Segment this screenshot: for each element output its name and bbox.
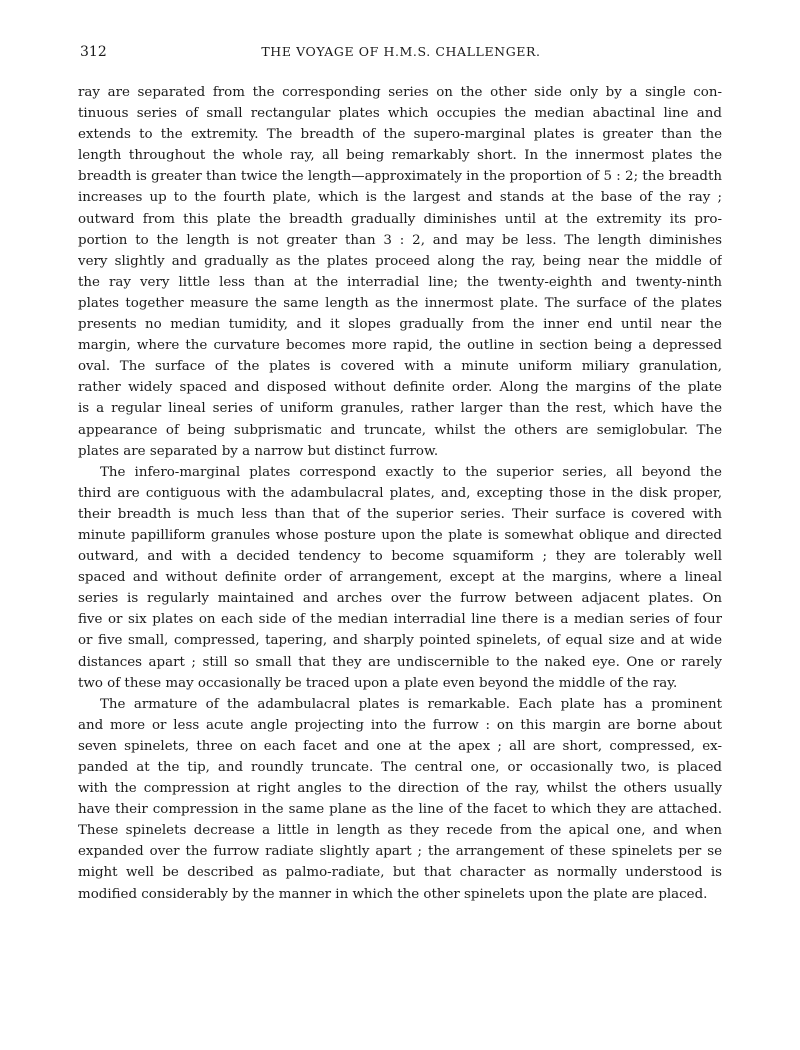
paragraph: [78, 694, 722, 905]
text-line: tinuous series of small rectangular plates which occupies the median abactinal line and: [78, 106, 722, 122]
page-number: 312: [80, 44, 107, 60]
page-header: [80, 44, 722, 68]
text-line: five or six plates on each side of the median interradial line there is a median series of four: [78, 612, 722, 628]
text-line: plates together measure the same length as the innermost plate. The surface of the plates: [78, 295, 722, 311]
text-line: is a regular lineal series of uniform granules, rather larger than the rest, which have the: [78, 401, 722, 417]
text-line: two of these may occasionally be traced upon a plate even beyond the middle of the ray.: [78, 675, 678, 691]
text-line: modified considerably by the manner in which the other spinelets upon the plate are placed.: [78, 886, 708, 902]
text-line: portion to the length is not greater than 3 : 2, and may be less. The length diminishes: [78, 232, 722, 248]
text-line: extends to the extremity. The breadth of the supero-marginal plates is greater than the: [78, 127, 722, 143]
text-line: margin, where the curvature becomes more rapid, the outline in section being a depressed: [78, 338, 722, 354]
text-line: ray are separated from the corresponding series on the other side only by a single con-: [78, 85, 722, 100]
text-line: third are contiguous with the adambulacral plates, and, excepting those in the disk proper,: [78, 485, 722, 501]
text-line: appearance of being subprismatic and truncate, whilst the others are semiglobular. The: [78, 422, 722, 438]
paragraph: [78, 82, 722, 462]
running-head: THE VOYAGE OF H.M.S. CHALLENGER.: [261, 44, 541, 59]
text-line: breadth is greater than twice the length—approximately in the proportion of 5 : 2; the breadth: [78, 169, 722, 185]
text-line: very slightly and gradually as the plates proceed along the ray, being near the middle of: [78, 253, 722, 269]
text-line: seven spinelets, three on each facet and one at the apex ; all are short, compressed, ex-: [78, 738, 722, 754]
text-line: and more or less acute angle projecting into the furrow : on this margin are borne about: [78, 717, 722, 733]
text-line: increases up to the fourth plate, which is the largest and stands at the base of the ray ;: [78, 190, 722, 206]
text-line: outward from this plate the breadth gradually diminishes until at the extremity its pro-: [78, 211, 722, 227]
text-line: The armature of the adambulacral plates is remarkable. Each plate has a prominent: [100, 696, 722, 712]
text-line: their breadth is much less than that of the superior series. Their surface is covered with: [78, 506, 722, 522]
text-line: oval. The surface of the plates is covered with a minute uniform miliary granulation,: [78, 359, 722, 375]
text-line: rather widely spaced and disposed without definite order. Along the margins of the plate: [78, 380, 722, 396]
text-line: minute papilliform granules whose posture upon the plate is somewhat oblique and directed: [78, 527, 722, 543]
text-line: with the compression at right angles to the direction of the ray, whilst the others usually: [78, 781, 722, 797]
text-line: series is regularly maintained and arches over the furrow between adjacent plates. On: [78, 591, 722, 607]
text-line: the ray very little less than at the interradial line; the twenty-eighth and twenty-ninth: [78, 274, 722, 290]
text-line: might well be described as palmo-radiate, but that character as normally understood is: [78, 865, 722, 881]
text-line: expanded over the furrow radiate slightly apart ; the arrangement of these spinelets per se: [78, 844, 722, 860]
text-line: distances apart ; still so small that they are undiscernible to the naked eye. One or rarely: [78, 654, 722, 670]
text-line: spaced and without definite order of arrangement, except at the margins, where a lineal: [78, 570, 722, 586]
text-line: length throughout the whole ray, all being remarkably short. In the innermost plates the: [78, 148, 722, 164]
text-line: These spinelets decrease a little in length as they recede from the apical one, and when: [78, 823, 722, 839]
text-line: presents no median tumidity, and it slopes gradually from the inner end until near the: [78, 317, 722, 333]
text-line: panded at the tip, and roundly truncate. The central one, or occasionally two, is placed: [78, 760, 722, 775]
text-line: outward, and with a decided tendency to become squamiform ; they are tolerably well: [78, 549, 722, 565]
text-line: The infero-marginal plates correspond exactly to the superior series, all beyond the: [100, 464, 722, 480]
paragraph: [78, 462, 722, 694]
body-text: [78, 82, 722, 905]
text-line: plates are separated by a narrow but distinct furrow.: [78, 443, 439, 459]
text-line: have their compression in the same plane as the line of the facet to which they are attached.: [78, 802, 722, 818]
text-line: or five small, compressed, tapering, and sharply pointed spinelets, of equal size and at wide: [78, 633, 722, 649]
